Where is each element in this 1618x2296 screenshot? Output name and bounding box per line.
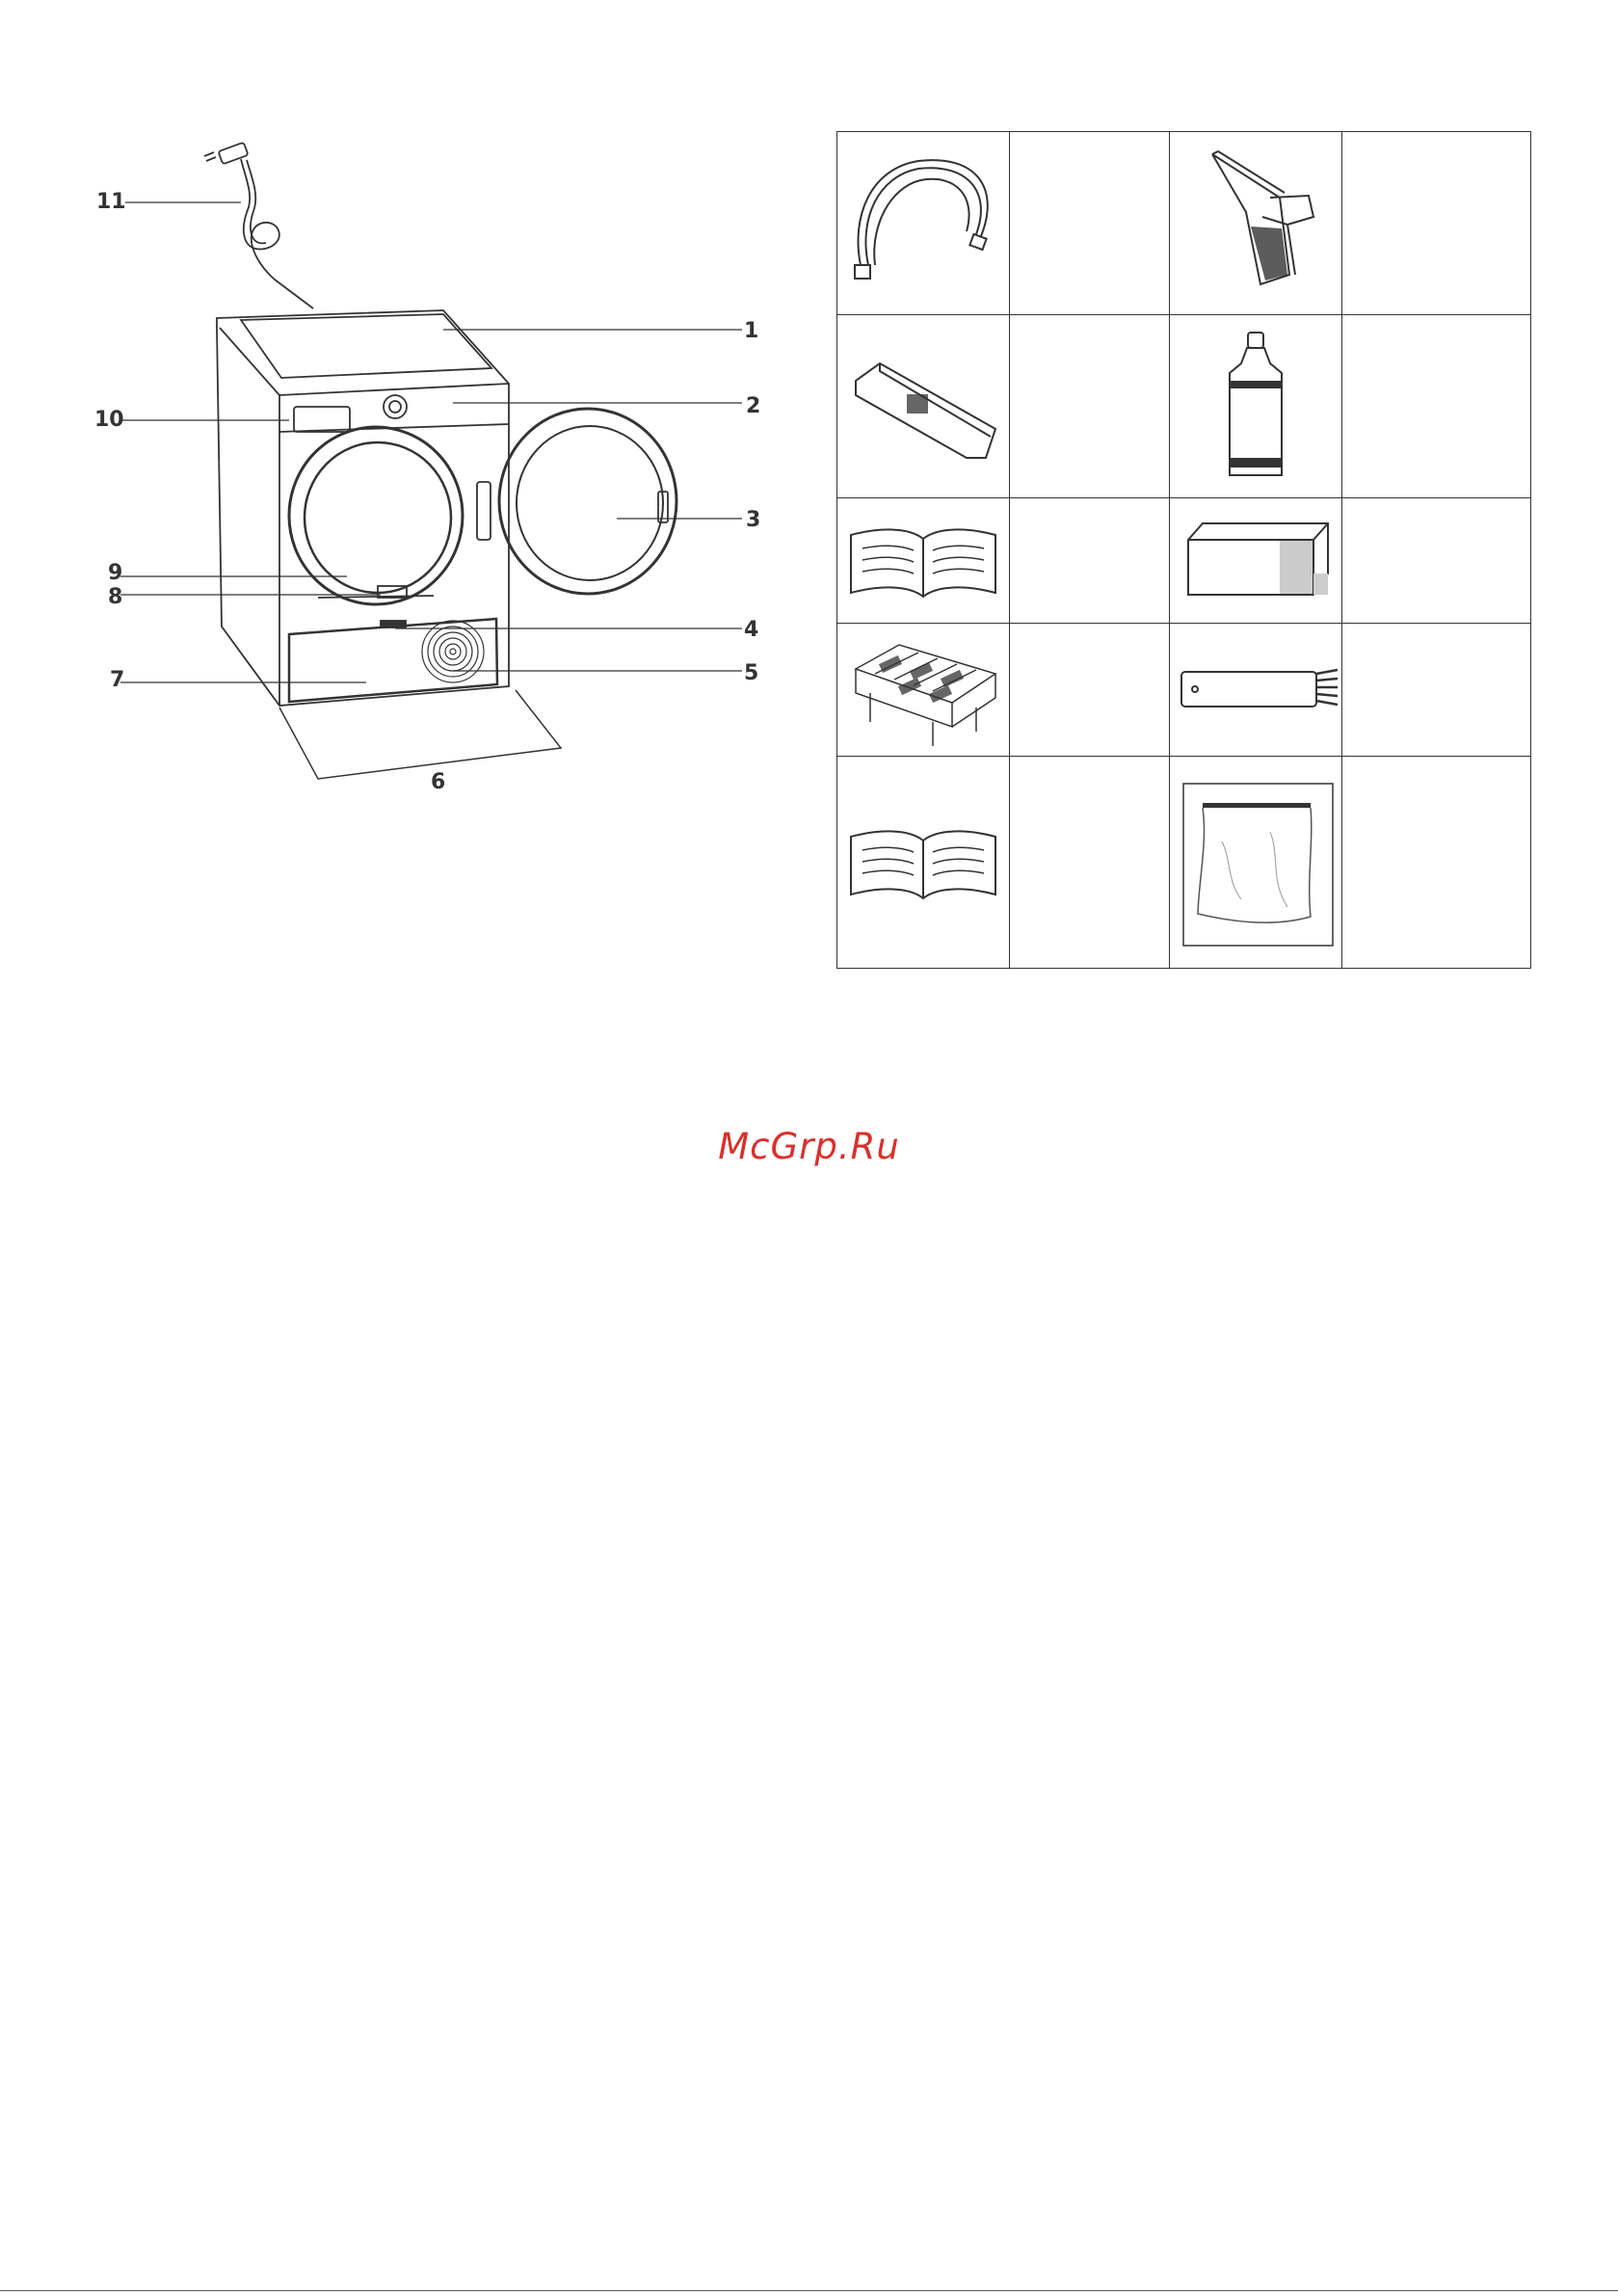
callout-9: 9 — [108, 561, 123, 585]
table-cell — [1342, 624, 1531, 757]
table-cell — [837, 757, 1010, 969]
table-cell — [837, 315, 1010, 498]
callout-8: 8 — [108, 585, 123, 609]
callout-6: 6 — [431, 770, 446, 794]
bottle-icon — [1174, 323, 1338, 487]
table-cell — [837, 498, 1010, 624]
callout-10: 10 — [94, 408, 124, 432]
callout-11: 11 — [96, 190, 126, 214]
table-cell — [1170, 624, 1342, 757]
table-row — [837, 757, 1531, 969]
callout-7: 7 — [110, 668, 125, 692]
callout-3: 3 — [746, 508, 761, 532]
box-icon — [1174, 506, 1338, 612]
table-cell — [837, 624, 1010, 757]
manual-icon — [841, 808, 1005, 914]
table-cell — [1170, 498, 1342, 624]
heat-exchanger-grille — [422, 621, 484, 682]
page-bottom-rule — [0, 2290, 1618, 2291]
program-knob — [384, 395, 407, 418]
table-cell — [1342, 757, 1531, 969]
drum-opening — [289, 427, 463, 604]
table-cell — [1010, 624, 1170, 757]
display-window — [294, 407, 350, 432]
filter-sponge-icon — [841, 323, 1005, 487]
manual-icon — [841, 506, 1005, 612]
table-cell — [1010, 315, 1170, 498]
table-cell — [1170, 132, 1342, 315]
table-cell — [1342, 132, 1531, 315]
table-cell — [1170, 315, 1342, 498]
table-row — [837, 498, 1531, 624]
open-door — [499, 409, 676, 594]
callout-5: 5 — [744, 661, 759, 685]
table-row — [837, 315, 1531, 498]
callout-4: 4 — [744, 618, 759, 642]
table-cell — [1010, 757, 1170, 969]
plug-icon — [218, 143, 248, 165]
drying-rack-icon — [841, 626, 1005, 751]
table-row — [837, 624, 1531, 757]
callout-2: 2 — [746, 394, 761, 418]
table-cell — [1010, 498, 1170, 624]
top-panel — [241, 314, 491, 378]
table-cell — [1170, 757, 1342, 969]
watermark: McGrp.Ru — [718, 1126, 900, 1167]
table-row — [837, 132, 1531, 315]
table-cell — [1342, 498, 1531, 624]
table-cell — [837, 132, 1010, 315]
table-cell — [1342, 315, 1531, 498]
drain-hose-icon — [841, 140, 1005, 304]
laundry-bag-icon — [1174, 774, 1338, 948]
water-jug-icon — [1174, 140, 1338, 304]
footprint-outline — [279, 690, 561, 779]
table-cell — [1010, 132, 1170, 315]
accessories-table — [836, 131, 1531, 969]
cleaning-brush-icon — [1174, 626, 1338, 751]
callout-1: 1 — [744, 319, 759, 343]
dryer-diagram — [0, 0, 829, 829]
